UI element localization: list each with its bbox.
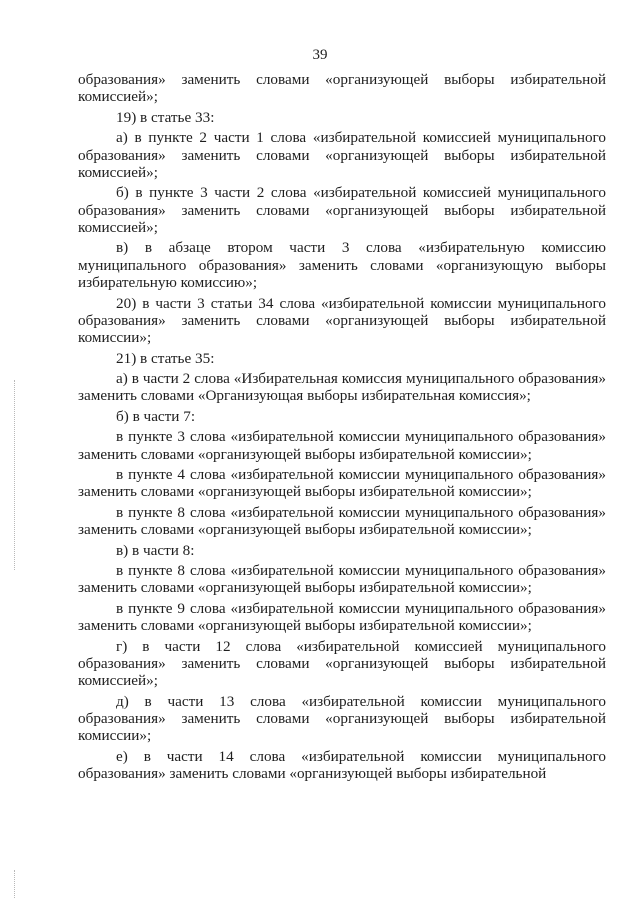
scan-margin-mark: [14, 380, 16, 570]
paragraph: 19) в статье 33:: [116, 108, 215, 126]
paragraph: а) в части 2 слова «Избирательная комиссия муниципального образования» заменить словами «Организующая выборы избирательная комиссия»;: [78, 370, 606, 405]
page-number: 39: [312, 47, 328, 63]
paragraph: в пункте 9 слова «избирательной комиссии муниципального образования» заменить словами «организующей выборы избирательной комиссии»;: [78, 599, 606, 635]
paragraph: образования» заменить словами «организующей выборы избирательной комиссией»;: [78, 71, 606, 106]
paragraph: в пункте 4 слова «избирательной комиссии муниципального образования» заменить словами «организующей выборы избирательной комиссии»;: [78, 466, 606, 501]
paragraph: а) в пункте 2 части 1 слова «избирательной комиссией муниципального образования» заменить словами «организующей выборы избирательной комиссией»;: [78, 129, 606, 181]
paragraph: в пункте 8 слова «избирательной комиссии муниципального образования» заменить словами «организующей выборы избирательной комиссии»;: [78, 562, 606, 597]
paragraph: д) в части 13 слова «избирательной комиссии муниципального образования» заменить словами «организующей выборы избирательной комиссии»;: [78, 692, 606, 745]
paragraph: в пункте 3 слова «избирательной комиссии муниципального образования» заменить словами «организующей выборы избирательной комиссии»;: [78, 428, 606, 463]
paragraph: в пункте 8 слова «избирательной комиссии муниципального образования» заменить словами «организующей выборы избирательной комиссии»;: [78, 503, 606, 539]
document-body: [78, 71, 606, 786]
paragraph: 21) в статье 35:: [116, 349, 215, 367]
paragraph: б) в пункте 3 части 2 слова «избирательной комиссией муниципального образования» заменить словами «организующей выборы избирательной комиссией»;: [78, 184, 606, 236]
paragraph: в) в абзаце втором части 3 слова «избирательную комиссию муниципального образования» заменить словами «организующую выборы избирательную комиссию»;: [78, 239, 606, 292]
paragraph: е) в части 14 слова «избирательной комиссии муниципального образования» заменить словами «организующей выборы избирательной: [78, 747, 606, 783]
paragraph: 20) в части 3 статьи 34 слова «избирательной комиссии муниципального образования» заменить словами «организующей выборы избирательной комиссии»;: [78, 294, 606, 347]
scan-margin-mark: [14, 870, 16, 898]
paragraph: г) в части 12 слова «избирательной комиссией муниципального образования» заменить словами «организующей выборы избирательной комиссией»;: [78, 637, 606, 690]
paragraph: в) в части 8:: [116, 541, 195, 559]
paragraph: б) в части 7:: [116, 407, 196, 425]
